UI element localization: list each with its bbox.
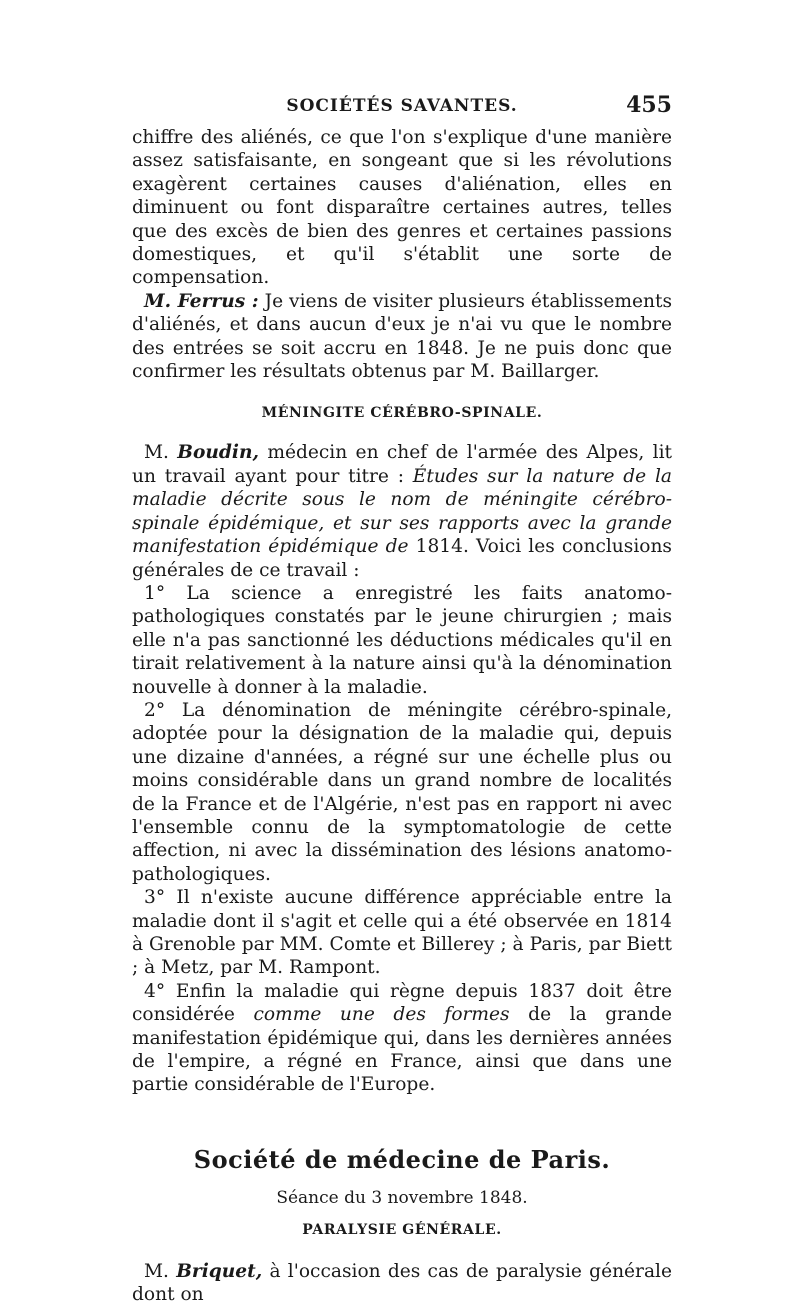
conclusion-4-prefix: 4° Enfin la maladie qui règne depuis 1837 doit être considérée (132, 980, 672, 1026)
speaker-boudin: Boudin, (177, 442, 259, 464)
document-page (132, 92, 672, 1307)
paragraph-alienation: chiffre des aliénés, ce que l'on s'explique d'une manière assez satisfaisante, en songeant que si les révolutions exagèrent certaines causes d'aliénation, elles en diminuent ou font disparaître certaines autres, telles que des excès de bien des genres et certaines passions domestiques, et qu'il s'établit une sorte de compensation. (132, 127, 672, 289)
session-date: Séance du 3 novembre 1848. (276, 1187, 528, 1208)
briquet-text: à l'occasion des cas de paralysie générale dont on (132, 1260, 672, 1306)
paragraph-ferrus (132, 290, 672, 384)
briquet-prefix: M. (144, 1260, 177, 1282)
society-title: Société de médecine de Paris. (193, 1144, 611, 1174)
section-title-paralysie: PARALYSIE GÉNÉRALE. (302, 1221, 502, 1238)
conclusion-1: 1° La science a enregistré les faits anatomo-pathologiques constatés par le jeune chirurgien ; mais elle n'a pas sanctionné les déductions médicales qu'il en tirait relativement à la nature ainsi qu'à la dénomination nouvelle à donner à la maladie. (132, 582, 672, 698)
conclusion-2: 2° La dénomination de méningite cérébro-spinale, adoptée pour la désignation de la maladie qui, depuis une dizaine d'années, a régné sur une échelle plus ou moins considérable dans un grand nombre de localités de la France et de l'Algérie, n'est pas en rapport ni avec l'ensemble connu de la symptomatologie de cette affection, ni avec la dissémination des lésions anatomo-pathologiques. (132, 699, 672, 885)
boudin-year: 1814. Voici les conclusions générales de ce travail : (132, 536, 672, 581)
page-number: 455 (626, 92, 672, 118)
ferrus-statement: Je viens de visiter plusieurs établissements d'aliénés, et dans aucun d'eux je n'ai vu que le nombre des entrées se soit accru en 1848. Je ne puis donc que confirmer les résultats obtenus par M. Baillarger. (132, 290, 672, 383)
work-title: Études sur la nature de la maladie décrite sous le nom de méningite cérébro-spinale épidémique, et sur ses rapports avec la grande manifestation épidémique de (132, 465, 672, 558)
speaker-briquet: Briquet, (176, 1260, 263, 1282)
section-title-meningite: MÉNINGITE CÉRÉBRO-SPINALE. (261, 405, 543, 422)
paragraph-boudin (132, 441, 672, 581)
running-header (132, 92, 672, 126)
boudin-prefix: M. (144, 442, 178, 464)
boudin-mid: médecin en chef de l'armée des Alpes, lit un travail ayant pour titre : (132, 442, 672, 487)
conclusion-4-suffix: de la grande manifestation épidémique qui, dans les dernières années de l'empire, a régné en France, ainsi que dans une partie considérable de l'Europe. (132, 1004, 672, 1096)
running-title: SOCIÉTÉS SAVANTES. (286, 96, 518, 116)
paragraph-briquet (132, 1260, 672, 1307)
conclusion-4 (132, 980, 672, 1097)
conclusion-3: 3° Il n'existe aucune différence appréciable entre la maladie dont il s'agit et celle qui a été observée en 1814 à Grenoble par MM. Comte et Billerey ; à Paris, par Biett ; à Metz, par M. Rampont. (132, 887, 672, 979)
speaker-ferrus: M. Ferrus : (144, 290, 259, 312)
conclusion-4-italic: comme une des formes (253, 1004, 510, 1026)
